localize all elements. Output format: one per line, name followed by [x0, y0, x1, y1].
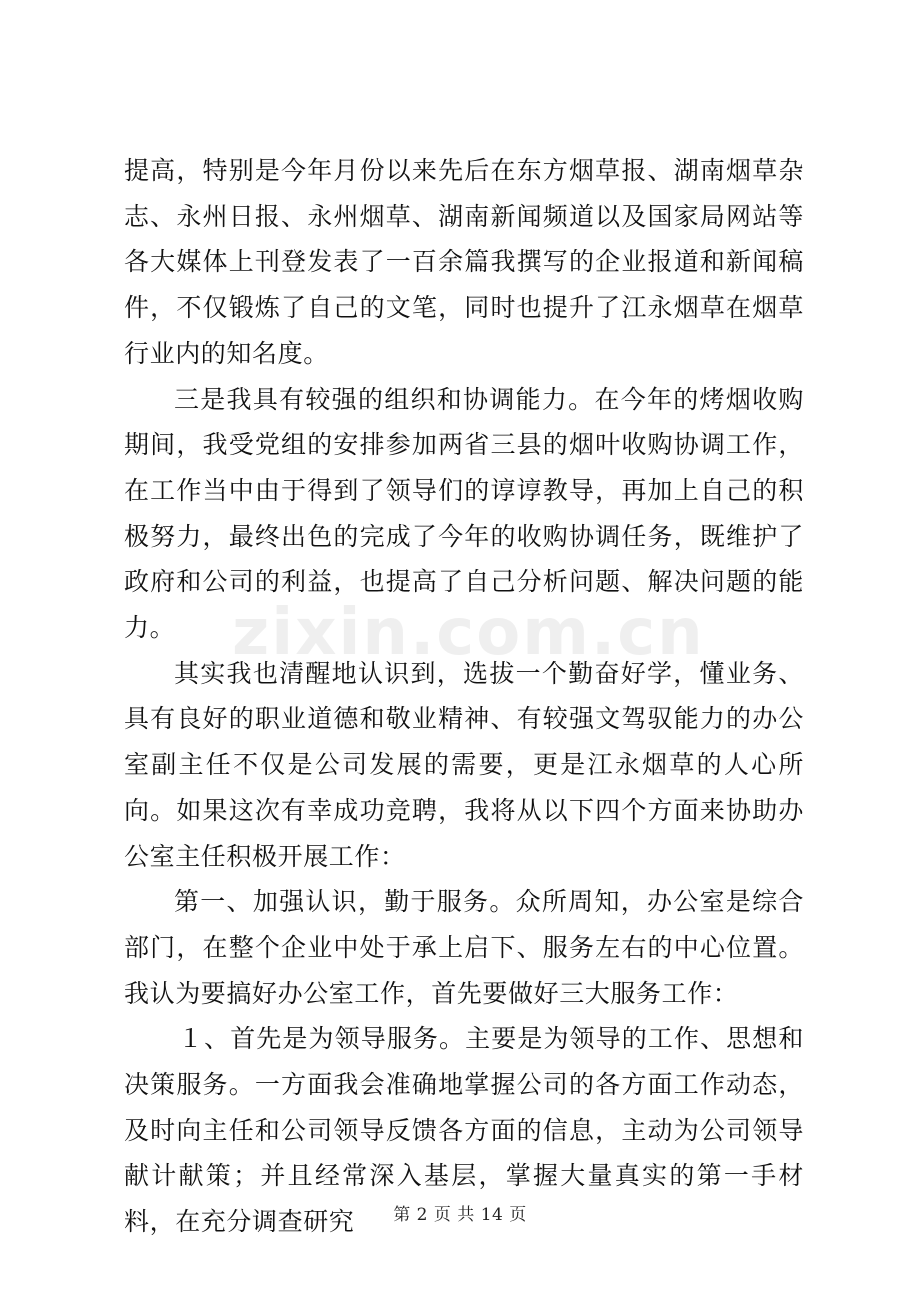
watermark: zixin.com.cn [232, 596, 705, 670]
page-footer: 第 2 页 共 14 页 [393, 1205, 527, 1225]
paragraph-3: 其实我也清醒地认识到，选拔一个勤奋好学，懂业务、具有良好的职业道德和敬业精神、有较强文驾驭能力的办公室副主任不仅是公司发展的需要，更是江永烟草的人心所向。如果这次有幸成功竞聘，我将从以下四个方面来协助办公室主任积极开展工作： [124, 658, 804, 871]
document-body [124, 148, 804, 1245]
paragraph-1: 提高，特别是今年月份以来先后在东方烟草报、湖南烟草杂志、永州日报、永州烟草、湖南新闻频道以及国家局网站等各大媒体上刊登发表了一百余篇我撰写的企业报道和新闻稿件，不仅锻炼了自己的文笔，同时也提升了江永烟草在烟草行业内的知名度。 [124, 156, 804, 368]
paragraph-4: 第一、加强认识，勤于服务。众所周知，办公室是综合部门，在整个企业中处于承上启下、服务左右的中心位置。我认为要搞好办公室工作，首先要做好三大服务工作： [124, 887, 804, 1008]
paragraph-2: 三是我具有较强的组织和协调能力。在今年的烤烟收购期间，我受党组的安排参加两省三县的烟叶收购协调工作，在工作当中由于得到了领导们的谆谆教导，再加上自己的积极努力，最终出色的完成了今年的收购协调任务，既维护了政府和公司的利益，也提高了自己分析问题、解决问题的能力。 [124, 384, 804, 643]
paragraph-5: １、首先是为领导服务。主要是为领导的工作、思想和决策服务。一方面我会准确地掌握公司的各方面工作动态，及时向主任和公司领导反馈各方面的信息，主动为公司领导献计献策；并且经常深入基层，掌握大量真实的第一手材料，在充分调查研究 [124, 1024, 804, 1237]
